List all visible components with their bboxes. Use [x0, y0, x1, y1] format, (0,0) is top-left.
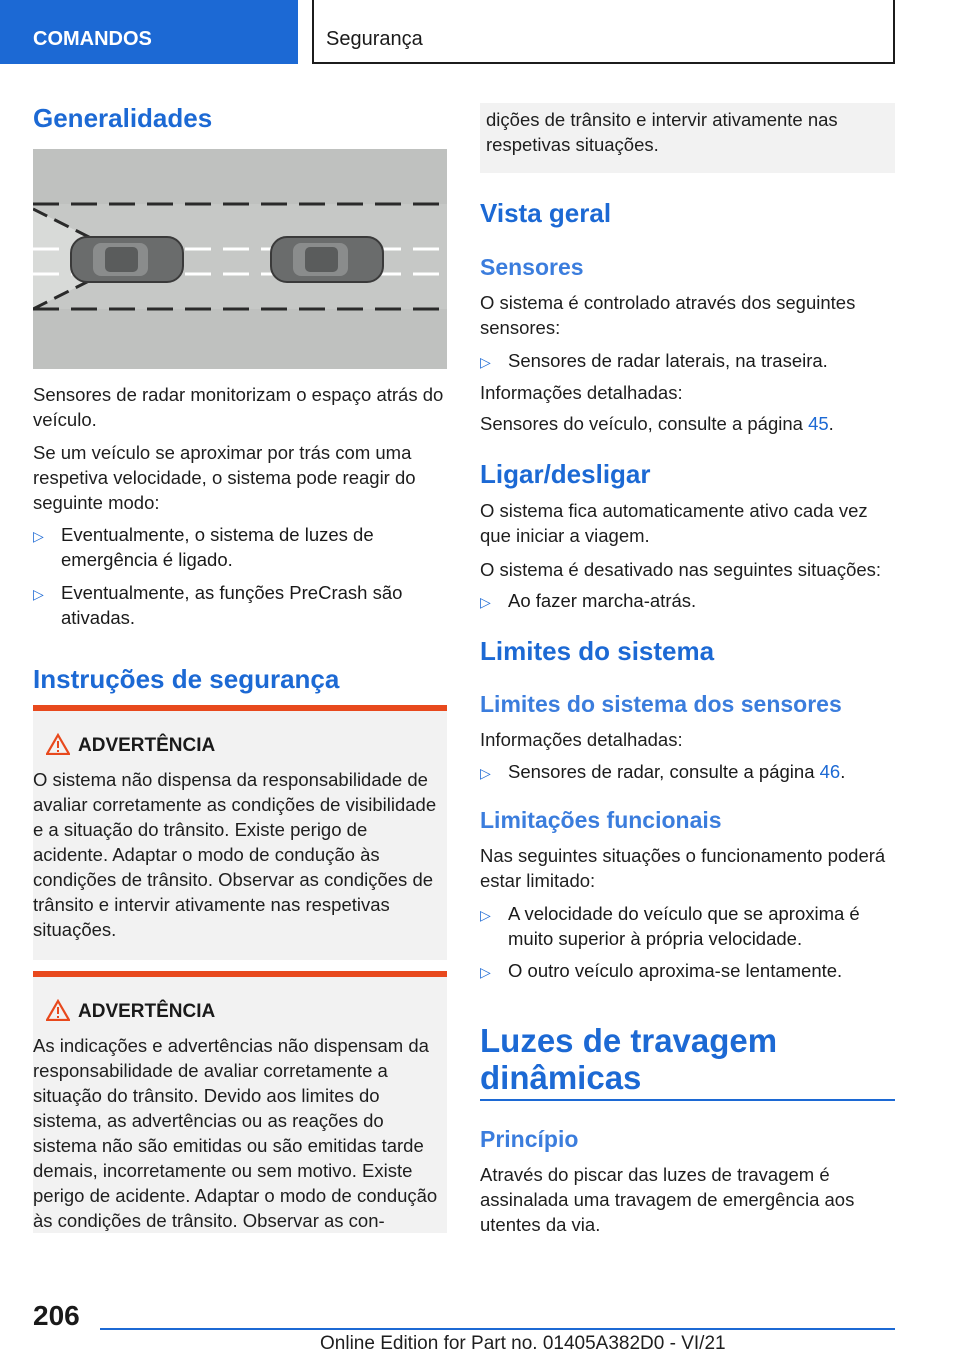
paragraph: Informações detalhadas: [480, 729, 683, 750]
warning-box [33, 705, 447, 960]
paragraph: O sistema fica automaticamente ativo cada vez que iniciar a viagem. [480, 500, 868, 546]
page-header [0, 0, 960, 66]
warning-title: ADVERTÊNCIA [78, 735, 216, 756]
warning-title: ADVERTÊNCIA [78, 1001, 216, 1022]
triangle-bullet-icon: ▷ [33, 586, 44, 602]
triangle-bullet-icon: ▷ [480, 765, 491, 781]
list-item: ▷ A velocidade do veículo que se aproxima é muito superior à própria velocidade. [480, 903, 860, 949]
footer-divider [100, 1328, 895, 1330]
list-item: ▷ Sensores de radar laterais, na traseira. [480, 348, 895, 373]
paragraph: Se um veículo se aproximar por trás com uma respetiva velocidade, o sistema pode reagir do seguinte modo: [33, 442, 416, 513]
paragraph: O sistema é desativado nas seguintes situações: [480, 559, 882, 580]
list-item: ▷ Ao fazer marcha-atrás. [480, 588, 895, 613]
page-number: 206 [33, 1300, 80, 1331]
paragraph: Nas seguintes situações o funcionamento poderá estar limitado: [480, 845, 886, 891]
warning-continuation-box [480, 103, 895, 173]
triangle-bullet-icon: ▷ [480, 594, 491, 610]
heading-sensores: Sensores [480, 254, 584, 280]
paragraph: Sensores de radar monitorizam o espaço atrás do veículo. [33, 384, 444, 430]
warning-triangle-icon [46, 733, 70, 755]
section-tab: COMANDOS [0, 0, 298, 64]
warning-text: dições de trânsito e intervir ativamente nas respetivas situações. [486, 109, 838, 155]
list-item: ▷ Sensores de radar, consulte a página 46. [480, 759, 895, 784]
chapter-title: Segurança [312, 0, 895, 64]
section-divider [480, 1099, 895, 1101]
list-item: ▷ Eventualmente, as funções PreCrash são ativadas. [33, 582, 403, 628]
triangle-bullet-icon: ▷ [480, 354, 491, 370]
paragraph: O sistema é controlado através dos seguintes sensores: [480, 292, 856, 338]
own-car-icon [71, 237, 183, 282]
radar-illustration [33, 149, 447, 369]
page-link[interactable]: 45 [808, 413, 829, 434]
warning-text: As indicações e advertências não dispensam da responsabilidade de avaliar corretamente a situação do trânsito. Devido aos limites do sistema, as advertências ou as reações do sistema não são emitidas ou são emitidas tarde demais, incorretamente ou sem motivo. Existe perigo de acidente. Adaptar o modo de condução às condições de trânsito. Observar as con- [33, 1035, 438, 1231]
warning-bar [33, 971, 447, 977]
heading-generalidades: Generalidades [33, 103, 213, 133]
heading-limites-sistema: Limites do sistema [480, 636, 715, 666]
paragraph: Informações detalhadas: [480, 382, 683, 403]
triangle-bullet-icon: ▷ [480, 964, 491, 980]
triangle-bullet-icon: ▷ [33, 528, 44, 544]
paragraph: Através do piscar das luzes de travagem é assinalada uma travagem de emergência aos utentes da via. [480, 1164, 855, 1235]
edition-note: Online Edition for Part no. 01405A382D0 - VI/21 [320, 1333, 726, 1354]
list-item: ▷ Eventualmente, o sistema de luzes de emergência é ligado. [33, 524, 374, 570]
warning-triangle-icon [46, 999, 70, 1021]
list-item: ▷ O outro veículo aproxima-se lentamente. [480, 958, 895, 983]
triangle-bullet-icon: ▷ [480, 907, 491, 923]
warning-text: O sistema não dispensa da responsabilidade de avaliar corretamente as condições de visibilidade e a situação do trânsito. Existe perigo de acidente. Adaptar o modo de condução às condições de trânsito. Observar as condições de trânsito e intervir ativamente nas respetivas situações. [33, 769, 437, 940]
page-link[interactable]: 46 [819, 761, 841, 782]
heading-limites-sensores: Limites do sistema dos sensores [480, 691, 842, 717]
warning-bar [33, 705, 447, 711]
heading-instrucoes-seguranca: Instruções de segurança [33, 664, 340, 694]
paragraph-reference: Sensores do veículo, consulte a página 45. [480, 413, 834, 434]
heading-ligar-desligar: Ligar/desligar [480, 459, 651, 489]
approaching-car-icon [271, 237, 383, 282]
heading-vista-geral: Vista geral [480, 198, 612, 228]
heading-principio: Princípio [480, 1126, 579, 1152]
heading-luzes-travagem: Luzes de travagem dinâmicas [480, 1022, 778, 1096]
radar-illustration-svg [33, 149, 447, 369]
warning-box [33, 971, 447, 1233]
heading-limitacoes: Limitações funcionais [480, 807, 722, 833]
